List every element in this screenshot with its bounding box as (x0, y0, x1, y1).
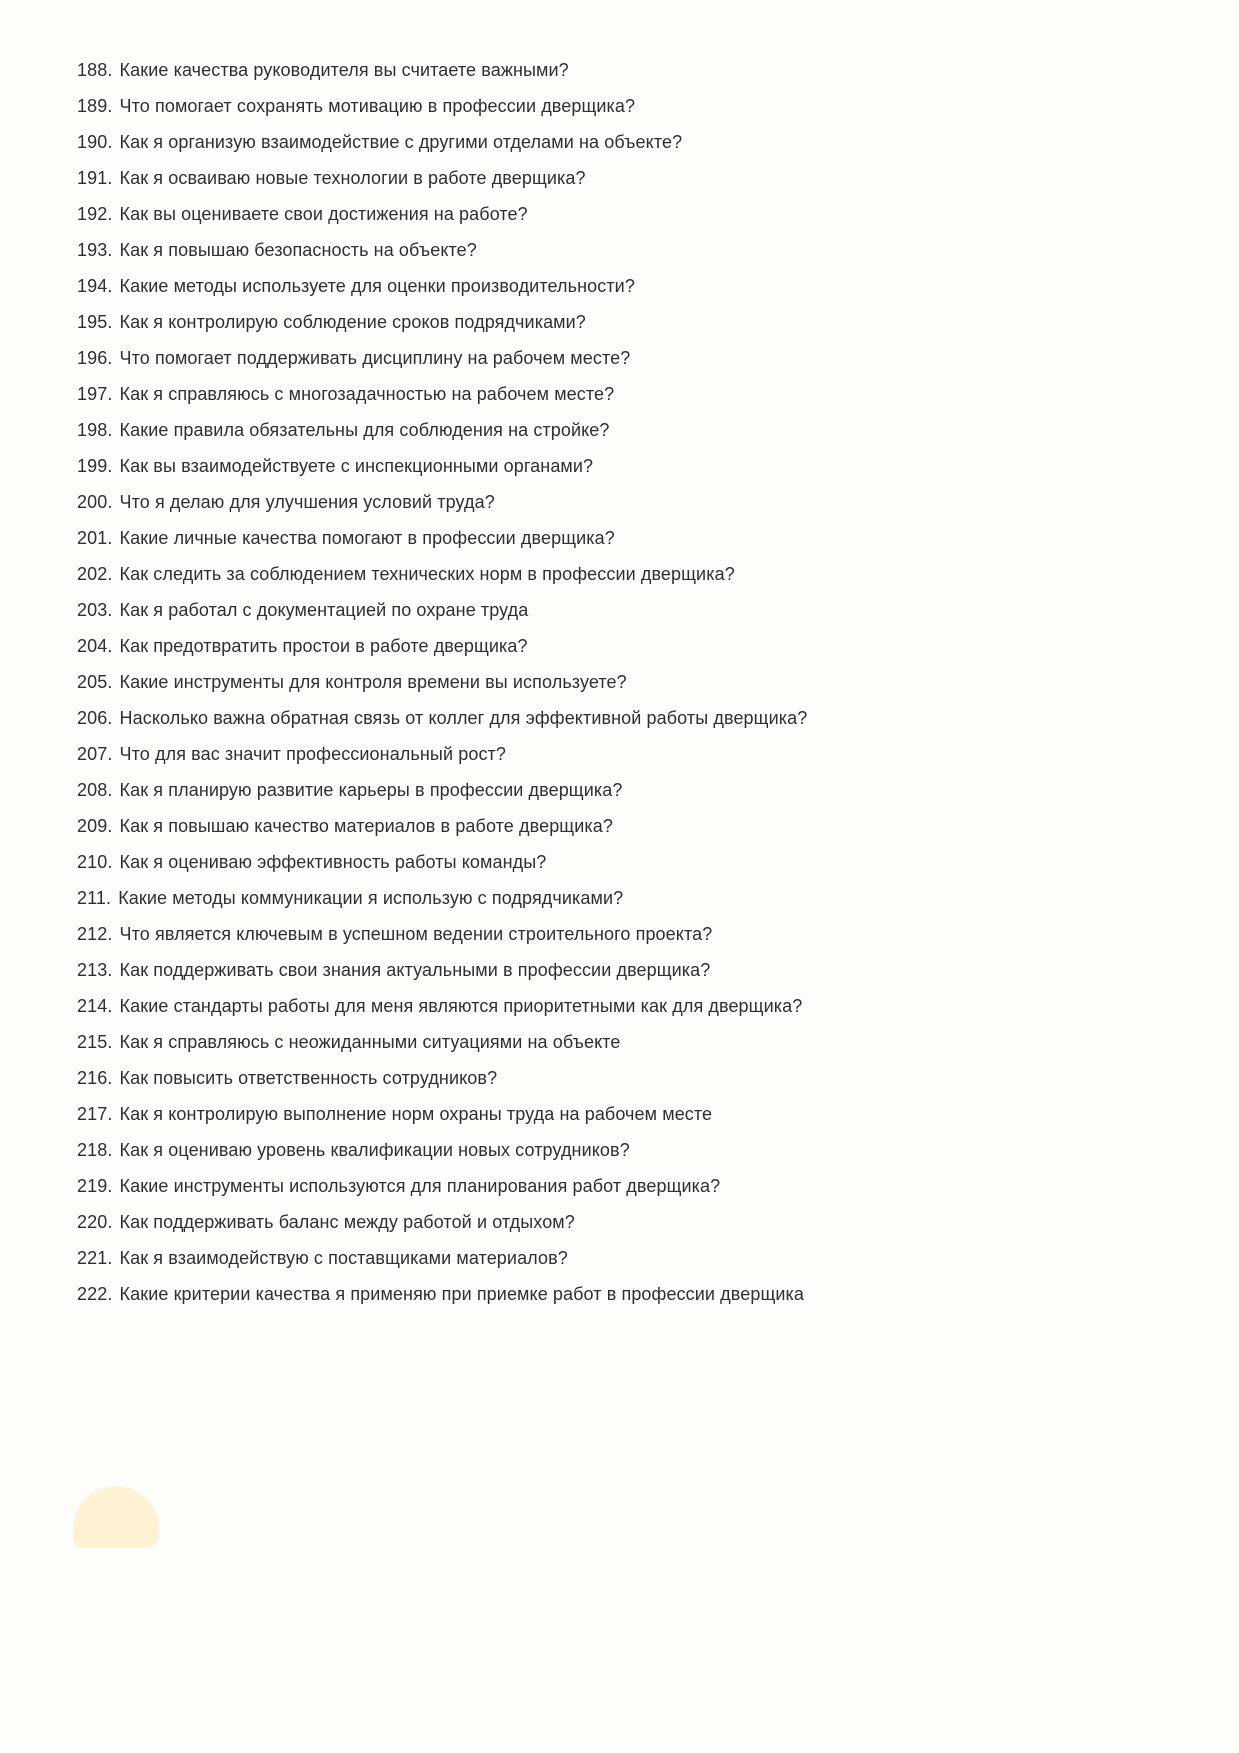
question-text: Как я контролирую выполнение норм охраны труда на рабочем месте (114, 1104, 713, 1124)
list-item (77, 160, 1199, 196)
list-item (77, 1240, 1199, 1276)
question-text: Какие критерии качества я применяю при приемке работ в профессии дверщика (114, 1284, 804, 1304)
question-text: Что является ключевым в успешном ведении строительного проекта? (114, 924, 713, 944)
question-text: Как я повышаю безопасность на объекте? (114, 240, 477, 260)
list-item (77, 196, 1199, 232)
list-item (77, 1204, 1199, 1240)
question-number: 222. (77, 1284, 113, 1304)
question-text: Что помогает сохранять мотивацию в профессии дверщика? (114, 96, 636, 116)
question-number: 192. (77, 204, 113, 224)
question-number: 194. (77, 276, 113, 296)
question-number: 198. (77, 420, 113, 440)
question-number: 220. (77, 1212, 113, 1232)
list-item (77, 880, 1199, 916)
question-number: 197. (77, 384, 113, 404)
question-number: 211. (77, 888, 112, 908)
question-text: Как повысить ответственность сотрудников? (114, 1068, 498, 1088)
question-text: Как вы взаимодействуете с инспекционными органами? (114, 456, 594, 476)
question-number: 207. (77, 744, 113, 764)
question-number: 221. (77, 1248, 113, 1268)
question-text: Как вы оцениваете свои достижения на работе? (114, 204, 528, 224)
question-text: Как следить за соблюдением технических норм в профессии дверщика? (114, 564, 735, 584)
question-number: 202. (77, 564, 113, 584)
list-item (77, 1132, 1199, 1168)
question-text: Как поддерживать свои знания актуальными в профессии дверщика? (114, 960, 711, 980)
question-text: Как поддерживать баланс между работой и отдыхом? (114, 1212, 575, 1232)
question-number: 213. (77, 960, 113, 980)
list-item (77, 412, 1199, 448)
list-item (77, 988, 1199, 1024)
list-item (77, 736, 1199, 772)
question-text: Как я справляюсь с многозадачностью на рабочем месте? (114, 384, 615, 404)
question-text: Как я работал с документацией по охране труда (114, 600, 529, 620)
list-item (77, 916, 1199, 952)
list-item (77, 268, 1199, 304)
list-item (77, 772, 1199, 808)
question-text: Насколько важна обратная связь от коллег для эффективной работы дверщика? (114, 708, 808, 728)
question-text: Как я повышаю качество материалов в работе дверщика? (114, 816, 613, 836)
question-text: Какие правила обязательны для соблюдения на стройке? (114, 420, 610, 440)
list-item (77, 484, 1199, 520)
question-number: 200. (77, 492, 113, 512)
question-number: 209. (77, 816, 113, 836)
question-text: Что помогает поддерживать дисциплину на рабочем месте? (114, 348, 631, 368)
question-number: 191. (77, 168, 113, 188)
question-text: Какие стандарты работы для меня являются приоритетными как для дверщика? (114, 996, 803, 1016)
question-number: 206. (77, 708, 113, 728)
question-number: 199. (77, 456, 113, 476)
list-item (77, 1024, 1199, 1060)
question-number: 190. (77, 132, 113, 152)
list-item (77, 700, 1199, 736)
question-number: 193. (77, 240, 113, 260)
question-number: 208. (77, 780, 113, 800)
question-text: Какие методы используете для оценки производительности? (114, 276, 635, 296)
list-item (77, 1168, 1199, 1204)
question-text: Как предотвратить простои в работе дверщика? (114, 636, 528, 656)
list-item (77, 1096, 1199, 1132)
list-item (77, 232, 1199, 268)
question-text: Какие качества руководителя вы считаете важными? (114, 60, 569, 80)
question-text: Как я контролирую соблюдение сроков подрядчиками? (114, 312, 586, 332)
list-item (77, 556, 1199, 592)
question-text: Какие инструменты для контроля времени вы используете? (114, 672, 627, 692)
question-number: 214. (77, 996, 113, 1016)
question-number: 218. (77, 1140, 113, 1160)
list-item (77, 628, 1199, 664)
list-item (77, 952, 1199, 988)
list-item (77, 340, 1199, 376)
list-item (77, 304, 1199, 340)
question-number: 196. (77, 348, 113, 368)
list-item (77, 52, 1199, 88)
question-number: 189. (77, 96, 113, 116)
question-text: Что я делаю для улучшения условий труда? (114, 492, 495, 512)
list-item (77, 844, 1199, 880)
list-item (77, 376, 1199, 412)
list-item (77, 1276, 1199, 1312)
question-number: 212. (77, 924, 113, 944)
question-number: 201. (77, 528, 113, 548)
question-number: 210. (77, 852, 113, 872)
question-text: Какие личные качества помогают в профессии дверщика? (114, 528, 615, 548)
list-item (77, 124, 1199, 160)
question-text: Какие инструменты используются для планирования работ дверщика? (114, 1176, 721, 1196)
list-item (77, 664, 1199, 700)
question-text: Что для вас значит профессиональный рост? (114, 744, 506, 764)
question-text: Как я справляюсь с неожиданными ситуациями на объекте (114, 1032, 621, 1052)
list-item (77, 808, 1199, 844)
question-text: Как я оцениваю уровень квалификации новых сотрудников? (114, 1140, 630, 1160)
question-number: 219. (77, 1176, 113, 1196)
list-item (77, 1060, 1199, 1096)
question-text: Как я взаимодействую с поставщиками материалов? (114, 1248, 568, 1268)
question-text: Как я планирую развитие карьеры в профессии дверщика? (114, 780, 623, 800)
decorative-blob (73, 1486, 159, 1548)
question-text: Как я оцениваю эффективность работы команды? (114, 852, 547, 872)
list-item (77, 520, 1199, 556)
question-number: 217. (77, 1104, 113, 1124)
question-text: Как я организую взаимодействие с другими отделами на объекте? (114, 132, 683, 152)
question-number: 195. (77, 312, 113, 332)
question-text: Какие методы коммуникации я использую с подрядчиками? (113, 888, 624, 908)
question-number: 205. (77, 672, 113, 692)
question-number: 203. (77, 600, 113, 620)
list-item (77, 448, 1199, 484)
list-item (77, 592, 1199, 628)
question-number: 215. (77, 1032, 113, 1052)
question-number: 216. (77, 1068, 113, 1088)
question-text: Как я осваиваю новые технологии в работе дверщика? (114, 168, 586, 188)
question-number: 204. (77, 636, 113, 656)
list-item (77, 88, 1199, 124)
question-number: 188. (77, 60, 113, 80)
